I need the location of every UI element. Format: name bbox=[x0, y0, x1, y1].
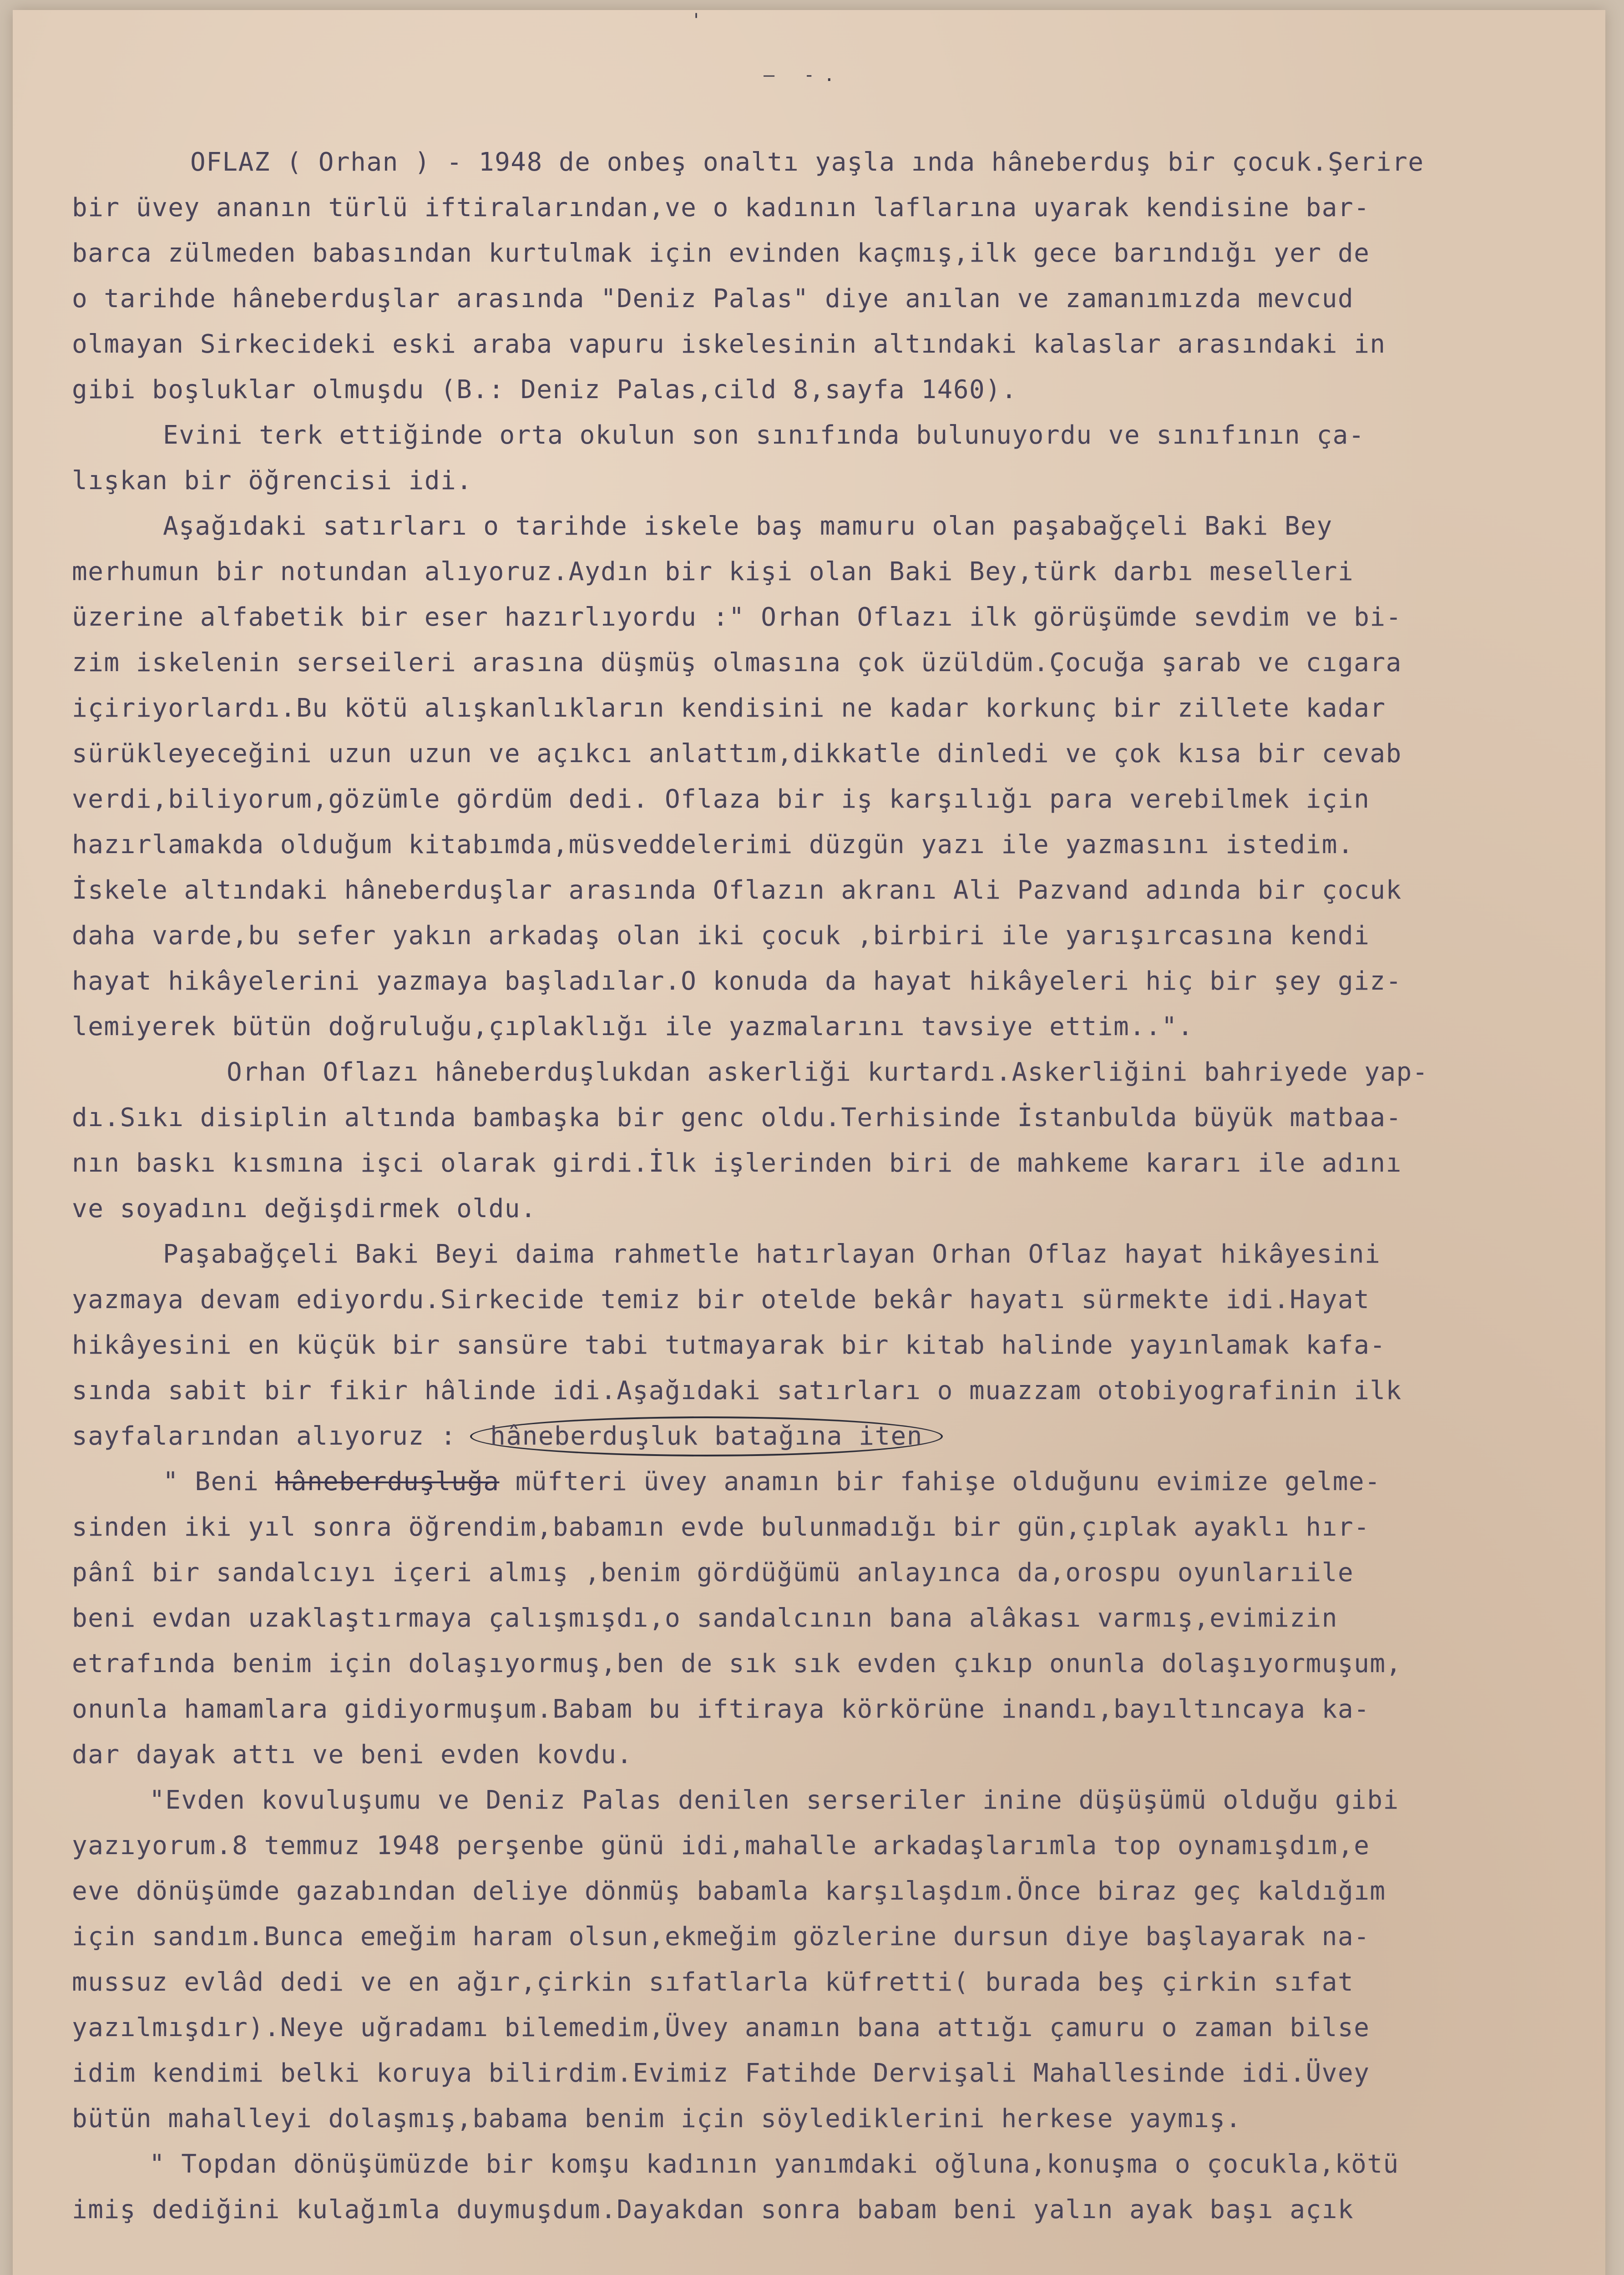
text-line: beni evdan uzaklaştırmaya çalışmışdı,o sandalcının bana alâkası varmış,evimizin bbox=[72, 1603, 1338, 1633]
text-line: dı.Sıkı disiplin altında bambaşka bir genc oldu.Terhisinde İstanbulda büyük matbaa- bbox=[72, 1103, 1402, 1132]
text-line: hazırlamakda olduğum kitabımda,müsveddelerimi düzgün yazı ile yazmasını istedim. bbox=[72, 830, 1354, 859]
text-line: için sandım.Bunca emeğim haram olsun,ekmeğim gözlerine dursun diye başlayarak na- bbox=[72, 1922, 1370, 1951]
text-line: yazılmışdır).Neye uğradamı bilemedim,Üvey anamın bana attığı çamuru o zaman bilse bbox=[72, 2013, 1370, 2042]
text-line bbox=[72, 1459, 1619, 1505]
header-tick: ' bbox=[691, 10, 702, 31]
text-line: " Topdan dönüşümüzde bir komşu kadının yanımdaki oğluna,konuşma o çocukla,kötü bbox=[149, 2149, 1399, 2179]
text-line: Evini terk ettiğinde orta okulun son sınıfında bulunuyordu ve sınıfının ça- bbox=[163, 420, 1365, 450]
text-line: imiş dediğini kulağımla duymuşdum.Dayakdan sonra babam beni yalın ayak başı açık bbox=[72, 2195, 1354, 2224]
struck-out-word: hâneberduşluğa bbox=[275, 1467, 500, 1496]
text-line: eve dönüşümde gazabından deliye dönmüş babamla karşılaşdım.Önce biraz geç kaldığım bbox=[72, 1876, 1386, 1906]
text-line: içiriyorlardı.Bu kötü alışkanlıkların kendisini ne kadar korkunç bir zillete kadar bbox=[72, 693, 1386, 723]
text-line: daha varde,bu sefer yakın arkadaş olan iki çocuk ,birbiri ile yarışırcasına kendi bbox=[72, 921, 1370, 950]
text-line: yazmaya devam ediyordu.Sirkecide temiz bir otelde bekâr hayatı sürmekte idi.Hayat bbox=[72, 1285, 1370, 1314]
text-line-rest: müfteri üvey anamın bir fahişe olduğunu evimize gelme- bbox=[515, 1467, 1381, 1496]
text-line: ve soyadını değişdirmek oldu. bbox=[72, 1194, 537, 1223]
text-line bbox=[72, 1414, 1619, 1459]
text-line: olmayan Sirkecideki eski araba vapuru iskelesinin altındaki kalaslar arasındaki in bbox=[72, 329, 1386, 359]
quote-start: " Beni bbox=[163, 1467, 259, 1496]
header-marks: — -. bbox=[764, 65, 844, 86]
text-line: hikâyesini en küçük bir sansüre tabi tutmayarak bir kitab halinde yayınlamak kafa- bbox=[72, 1330, 1386, 1360]
text-line: zim iskelenin serseileri arasına düşmüş olmasına çok üzüldüm.Çocuğa şarab ve cıgara bbox=[72, 648, 1402, 677]
text-line: verdi,biliyorum,gözümle gördüm dedi. Oflaza bir iş karşılığı para verebilmek için bbox=[72, 784, 1370, 814]
text-line: pânî bir sandalcıyı içeri almış ,benim gördüğümü anlayınca da,orospu oyunlarıile bbox=[72, 1558, 1354, 1587]
text-line: sürükleyeceğini uzun uzun ve açıkcı anlattım,dikkatle dinledi ve çok kısa bir cevab bbox=[72, 739, 1402, 768]
text-line: sında sabit bir fikir hâlinde idi.Aşağıdaki satırları o muazzam otobiyografinin ilk bbox=[72, 1376, 1402, 1405]
text-line: bütün mahalleyi dolaşmış,babama benim için söylediklerini herkese yaymış. bbox=[72, 2104, 1242, 2133]
text-line: dar dayak attı ve beni evden kovdu. bbox=[72, 1740, 633, 1769]
text-line: sinden iki yıl sonra öğrendim,babamın evde bulunmadığı bir gün,çıplak ayaklı hır- bbox=[72, 1512, 1370, 1542]
body-text bbox=[72, 140, 1619, 2233]
text-line: "Evden kovuluşumu ve Deniz Palas denilen serseriler inine düşüşümü olduğu gibi bbox=[149, 1785, 1399, 1815]
text-line: lemiyerek bütün doğruluğu,çıplaklığı ile yazmalarını tavsiye ettim..". bbox=[72, 1012, 1194, 1041]
text-line: barca zülmeden babasından kurtulmak için evinden kaçmış,ilk gece barındığı yer de bbox=[72, 238, 1370, 268]
text-line: bir üvey ananın türlü iftiralarından,ve o kadının laflarına uyarak kendisine bar- bbox=[72, 193, 1370, 222]
handwritten-insertion-oval: hâneberduşluk batağına iten bbox=[470, 1416, 943, 1456]
text-line: gibi boşluklar olmuşdu (B.: Deniz Palas,cild 8,sayfa 1460). bbox=[72, 375, 1017, 404]
text-line: Orhan Oflazı hâneberduşlukdan askerliği kurtardı.Askerliğini bahriyede yap- bbox=[227, 1057, 1429, 1087]
text-line: lışkan bir öğrencisi idi. bbox=[72, 466, 473, 495]
text-line: mussuz evlâd dedi ve en ağır,çirkin sıfatlarla küfretti( burada beş çirkin sıfat bbox=[72, 1967, 1354, 1997]
text-line: onunla hamamlara gidiyormuşum.Babam bu iftiraya körkörüne inandı,bayıltıncaya ka- bbox=[72, 1694, 1370, 1724]
text-line-start: sayfalarından alıyoruz : bbox=[72, 1421, 457, 1451]
text-line: etrafında benim için dolaşıyormuş,ben de sık sık evden çıkıp onunla dolaşıyormuşum, bbox=[72, 1649, 1402, 1678]
text-line: Paşabağçeli Baki Beyi daima rahmetle hatırlayan Orhan Oflaz hayat hikâyesini bbox=[163, 1239, 1381, 1269]
text-line: OFLAZ ( Orhan ) - 1948 de onbeş onaltı yaşla ında hâneberduş bir çocuk.Şerire bbox=[190, 147, 1424, 177]
text-line: o tarihde hâneberduşlar arasında "Deniz Palas" diye anılan ve zamanımızda mevcud bbox=[72, 284, 1354, 313]
text-line: hayat hikâyelerini yazmaya başladılar.O konuda da hayat hikâyeleri hiç bir şey giz- bbox=[72, 966, 1402, 996]
text-line: nın baskı kısmına işci olarak girdi.İlk işlerinden biri de mahkeme kararı ile adını bbox=[72, 1148, 1402, 1178]
text-line: Aşağıdaki satırları o tarihde iskele baş mamuru olan paşabağçeli Baki Bey bbox=[163, 511, 1333, 541]
text-line: idim kendimi belki koruya bilirdim.Evimiz Fatihde Dervişali Mahallesinde idi.Üvey bbox=[72, 2058, 1370, 2088]
text-line: İskele altındaki hâneberduşlar arasında Oflazın akranı Ali Pazvand adında bir çocuk bbox=[72, 875, 1402, 905]
typewritten-page bbox=[13, 10, 1605, 2275]
text-line: merhumun bir notundan alıyoruz.Aydın bir kişi olan Baki Bey,türk darbı meselleri bbox=[72, 557, 1354, 586]
text-line: yazıyorum.8 temmuz 1948 perşenbe günü idi,mahalle arkadaşlarımla top oynamışdım,e bbox=[72, 1831, 1370, 1860]
text-line: üzerine alfabetik bir eser hazırlıyordu :" Orhan Oflazı ilk görüşümde sevdim ve bi- bbox=[72, 602, 1402, 632]
